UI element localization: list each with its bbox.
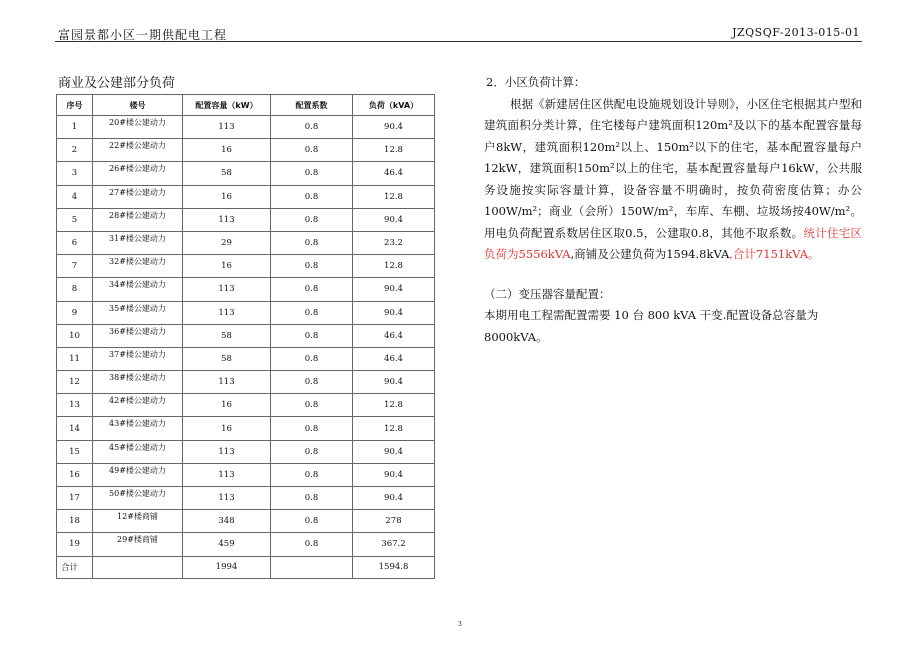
column-header-capacity: 配置容量（kW） [183,95,271,116]
cell-building: 32#楼公建动力 [93,255,183,278]
cell-no: 4 [57,185,93,208]
cell-capacity: 113 [183,116,271,139]
cell-building: 22#楼公建动力 [93,139,183,162]
cell-no: 13 [57,394,93,417]
cell-factor: 0.8 [271,185,353,208]
load-calculation-paragraph [484,94,862,266]
cell-no: 16 [57,463,93,486]
cell-capacity: 16 [183,255,271,278]
cell-factor: 0.8 [271,301,353,324]
column-header-load: 负荷（kVA） [353,95,435,116]
load-table [56,94,435,579]
table-row [57,347,435,370]
cell-load: 12.8 [353,255,435,278]
cell-capacity: 113 [183,371,271,394]
table-row [57,394,435,417]
table-row [57,487,435,510]
cell-building: 26#楼公建动力 [93,162,183,185]
cell-load: 90.4 [353,301,435,324]
table-header-row [57,95,435,116]
cell-load: 90.4 [353,487,435,510]
cell-factor: 0.8 [271,463,353,486]
column-header-building: 楼号 [93,95,183,116]
cell-factor: 0.8 [271,371,353,394]
cell-capacity: 113 [183,301,271,324]
cell-capacity: 113 [183,208,271,231]
cell-capacity: 113 [183,440,271,463]
total-capacity: 1994 [183,556,271,578]
cell-no: 7 [57,255,93,278]
cell-building: 38#楼公建动力 [93,371,183,394]
cell-factor: 0.8 [271,139,353,162]
cell-capacity: 29 [183,231,271,254]
cell-building: 50#楼公建动力 [93,487,183,510]
load-calculation-section [484,72,862,348]
cell-factor: 0.8 [271,208,353,231]
total-empty-cell [93,556,183,578]
column-header-factor: 配置系数 [271,95,353,116]
cell-no: 9 [57,301,93,324]
cell-capacity: 459 [183,533,271,556]
cell-building: 36#楼公建动力 [93,324,183,347]
table-row [57,162,435,185]
table-body [57,116,435,557]
cell-no: 11 [57,347,93,370]
cell-no: 10 [57,324,93,347]
cell-building: 49#楼公建动力 [93,463,183,486]
cell-load: 46.4 [353,324,435,347]
total-load-highlight: ,合计7151kVA。 [729,247,820,261]
cell-no: 1 [57,116,93,139]
cell-factor: 0.8 [271,324,353,347]
cell-no: 3 [57,162,93,185]
cell-load: 23.2 [353,231,435,254]
cell-load: 12.8 [353,394,435,417]
cell-building: 34#楼公建动力 [93,278,183,301]
cell-factor: 0.8 [271,394,353,417]
cell-capacity: 113 [183,487,271,510]
cell-factor: 0.8 [271,510,353,533]
cell-building: 27#楼公建动力 [93,185,183,208]
total-label: 合计 [57,556,93,578]
cell-load: 46.4 [353,162,435,185]
residential-load-highlight: 统计住宅区负荷为5556kVA [484,225,863,261]
cell-building: 28#楼公建动力 [93,208,183,231]
cell-no: 6 [57,231,93,254]
cell-building: 43#楼公建动力 [93,417,183,440]
cell-load: 90.4 [353,440,435,463]
cell-factor: 0.8 [271,116,353,139]
table-total-row [57,556,435,578]
cell-capacity: 348 [183,510,271,533]
cell-factor: 0.8 [271,417,353,440]
cell-no: 8 [57,278,93,301]
header-divider [55,41,862,42]
cell-factor: 0.8 [271,487,353,510]
cell-load: 90.4 [353,208,435,231]
document-code: JZQSQF-2013-015-01 [732,26,860,39]
document-header-title: 富园景都小区一期供配电工程 [58,28,228,42]
cell-no: 14 [57,417,93,440]
table-row [57,533,435,556]
table-row [57,371,435,394]
cell-no: 15 [57,440,93,463]
cell-building: 12#楼商铺 [93,510,183,533]
cell-load: 90.4 [353,278,435,301]
table-row [57,116,435,139]
cell-factor: 0.8 [271,347,353,370]
cell-load: 90.4 [353,463,435,486]
table-row [57,208,435,231]
cell-factor: 0.8 [271,440,353,463]
cell-factor: 0.8 [271,231,353,254]
table-row [57,278,435,301]
commercial-load-text: ,商铺及公建负荷为1594.8kVA [570,247,730,261]
table-row [57,440,435,463]
table-row [57,324,435,347]
table-title: 商业及公建部分负荷 [58,76,176,91]
cell-no: 18 [57,510,93,533]
table-row [57,185,435,208]
cell-no: 5 [57,208,93,231]
transformer-paragraph: 本期用电工程需配置需要 10 台 800 kVA 干变.配置设备总容量为8000kVA。 [484,308,819,344]
table-row [57,139,435,162]
cell-capacity: 58 [183,324,271,347]
cell-no: 17 [57,487,93,510]
cell-capacity: 58 [183,162,271,185]
table-row [57,463,435,486]
cell-capacity: 16 [183,417,271,440]
cell-factor: 0.8 [271,533,353,556]
cell-building: 20#楼公建动力 [93,116,183,139]
cell-capacity: 58 [183,347,271,370]
cell-load: 278 [353,510,435,533]
table-row [57,301,435,324]
cell-building: 42#楼公建动力 [93,394,183,417]
cell-building: 37#楼公建动力 [93,347,183,370]
cell-no: 12 [57,371,93,394]
cell-load: 90.4 [353,116,435,139]
cell-no: 2 [57,139,93,162]
paragraph-main-text: 根据《新建居住区供配电设施规划设计导则》，小区住宅根据其户型和建筑面积分类计算，住宅楼每户建筑面积120m²及以下的基本配置容量每户8kW，建筑面积120m²以上、150m²以下的住宅，基本配置容量每户12kW，建筑面积150m²以上的住宅，基本配置容量每户16kW，公共服务设施按实际容量计算，设备容量不明确时，按负荷密度估算；办公100W/m²；商业（会所）150W/m²，车库、车棚、垃圾场按40W/m²。用电负荷配置系数居住区取0.5，公建取0.8，其他不取系数。 [484,96,862,240]
table-row [57,417,435,440]
section-title: 2．小区负荷计算： [486,75,586,89]
table-row [57,510,435,533]
cell-capacity: 16 [183,394,271,417]
total-load: 1594.8 [353,556,435,578]
cell-load: 90.4 [353,371,435,394]
transformer-subtitle: （二）变压器容量配置： [484,286,611,301]
cell-building: 29#楼商铺 [93,533,183,556]
cell-factor: 0.8 [271,278,353,301]
cell-building: 31#楼公建动力 [93,231,183,254]
cell-building: 35#楼公建动力 [93,301,183,324]
cell-capacity: 113 [183,463,271,486]
cell-factor: 0.8 [271,162,353,185]
table-row [57,231,435,254]
cell-load: 12.8 [353,185,435,208]
cell-load: 367.2 [353,533,435,556]
cell-building: 45#楼公建动力 [93,440,183,463]
cell-capacity: 16 [183,139,271,162]
cell-load: 12.8 [353,417,435,440]
cell-factor: 0.8 [271,255,353,278]
page-number: 3 [458,621,462,628]
table-row [57,255,435,278]
column-header-no: 序号 [57,95,93,116]
cell-capacity: 16 [183,185,271,208]
total-factor-empty [271,556,353,578]
cell-load: 12.8 [353,139,435,162]
cell-load: 46.4 [353,347,435,370]
cell-capacity: 113 [183,278,271,301]
cell-no: 19 [57,533,93,556]
